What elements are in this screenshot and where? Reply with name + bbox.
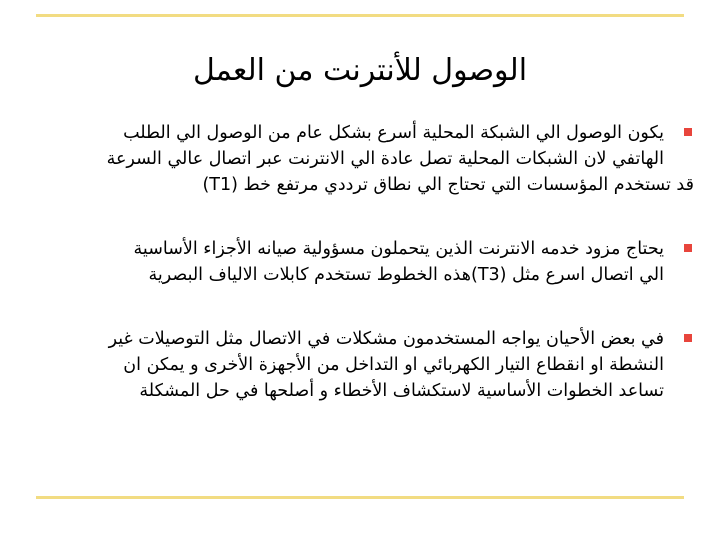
bullet-line: يكون الوصول الي الشبكة المحلية أسرع بشكل عام من الوصول الي الطلب: [123, 123, 664, 143]
bottom-divider: [36, 496, 684, 499]
slide-body: [30, 120, 694, 442]
bullet-line: الي اتصال اسرع مثل (T3)هذه الخطوط تستخدم كابلات الالياف البصرية: [148, 265, 664, 285]
bullet-line: النشطة او انقطاع التيار الكهربائي او التداخل من الأجهزة الأخرى و يمكن ان: [123, 355, 664, 375]
bullet-line: في بعض الأحيان يواجه المستخدمون مشكلات في الاتصال مثل التوصيلات غير: [108, 329, 664, 349]
bullet-line: الهاتفي لان الشبكات المحلية تصل عادة الي الانترنت عبر اتصال عالي السرعة: [106, 149, 664, 169]
bullet-line: يحتاج مزود خدمه الانترنت الذين يتحملون مسؤولية صيانه الأجزاء الأساسية: [133, 239, 664, 259]
bullet-item-1: [30, 120, 694, 198]
square-bullet-icon: [684, 128, 692, 136]
square-bullet-icon: [684, 244, 692, 252]
bullet-item-2: [30, 236, 694, 288]
bullet-line: تساعد الخطوات الأساسية لاستكشاف الأخطاء و أصلحها في حل المشكلة: [139, 381, 664, 401]
square-bullet-icon: [684, 334, 692, 342]
slide-title: الوصول للأنترنت من العمل: [192, 53, 528, 88]
top-divider: [36, 14, 684, 17]
bullet-item-3: [30, 326, 694, 404]
bullet-line: قد تستخدم المؤسسات التي تحتاج الي نطاق ترددي مرتفع خط (T1): [202, 175, 694, 195]
